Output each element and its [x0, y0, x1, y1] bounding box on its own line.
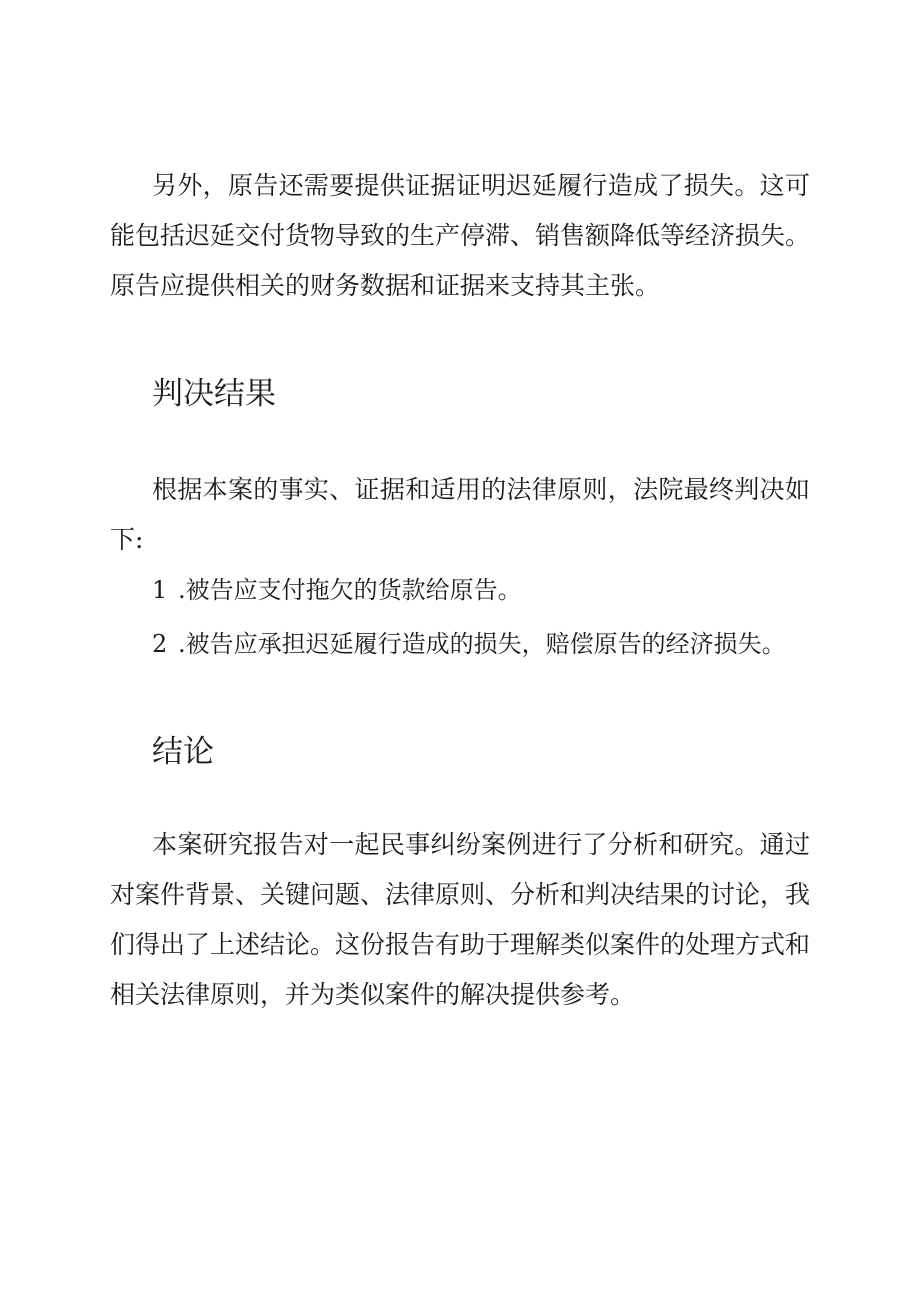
- conclusion-paragraph: 本案研究报告对一起民事纠纷案例进行了分析和研究。通过对案件背景、关键问题、法律原则、分析和判决结果的讨论，我们得出了上述结论。这份报告有助于理解类似案件的处理方式和相关法律原则，并为类似案件的解决提供参考。: [110, 830, 811, 1009]
- judgment-list-item: [152, 628, 786, 660]
- section-heading-judgment: 判决结果: [152, 376, 276, 412]
- list-item-text: .被告应承担迟延履行造成的损失，赔偿原告的经济损失。: [178, 630, 786, 658]
- body-paragraph: 另外，原告还需要提供证据证明迟延履行造成了损失。这可能包括迟延交付货物导致的生产停滞、销售额降低等经济损失。原告应提供相关的财务数据和证据来支持其主张。: [110, 171, 811, 300]
- list-item-text: .被告应支付拖欠的货款给原告。: [178, 576, 522, 604]
- list-item-number: 2: [152, 630, 168, 658]
- judgment-list-item: [152, 574, 522, 606]
- list-item-number: 1: [152, 576, 168, 604]
- judgment-intro-paragraph: 根据本案的事实、证据和适用的法律原则，法院最终判决如下:: [110, 475, 810, 554]
- section-heading-conclusion: 结论: [152, 734, 214, 770]
